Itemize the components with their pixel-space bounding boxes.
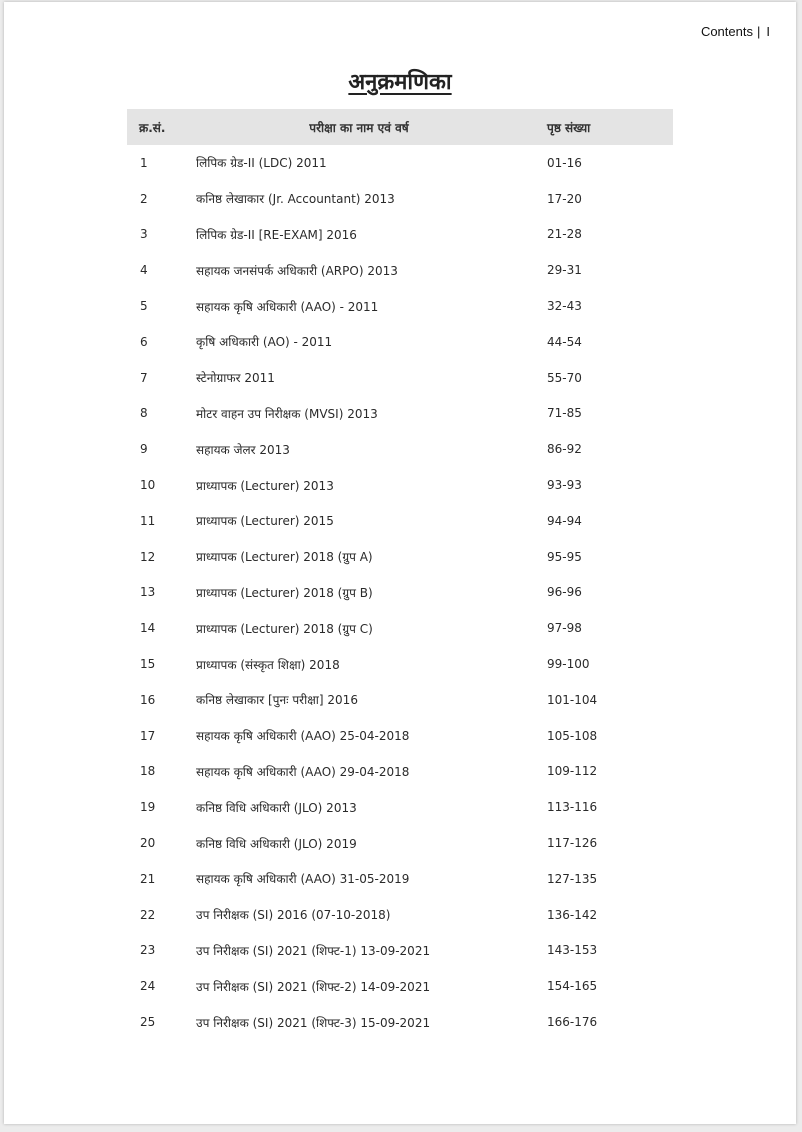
- row-serial-number: 1: [140, 155, 148, 170]
- row-page-range: 55-70: [547, 370, 582, 385]
- row-page-range: 136-142: [547, 907, 598, 922]
- row-page-range: 29-31: [547, 263, 582, 278]
- table-row: [127, 968, 673, 1004]
- table-row: [127, 575, 673, 611]
- row-page-range: 17-20: [547, 191, 582, 206]
- header-section-label: Contents: [700, 24, 753, 39]
- row-exam-name: कनिष्ठ विधि अधिकारी (JLO) 2019: [196, 836, 357, 851]
- row-serial-number: 23: [140, 943, 156, 958]
- row-serial-number: 7: [140, 370, 148, 385]
- table-row: [127, 718, 673, 754]
- row-page-range: 117-126: [547, 836, 598, 851]
- table-row: [127, 610, 673, 646]
- row-page-range: 109-112: [547, 764, 598, 779]
- row-page-range: 166-176: [547, 1015, 598, 1030]
- row-page-range: 71-85: [547, 406, 582, 421]
- column-header-exam-name: परीक्षा का नाम एवं वर्ष: [309, 120, 409, 135]
- table-row: [127, 503, 673, 539]
- row-serial-number: 20: [140, 836, 156, 851]
- row-exam-name: प्राध्यापक (Lecturer) 2018 (ग्रुप C): [196, 621, 373, 636]
- row-exam-name: सहायक कृषि अधिकारी (AAO) 31-05-2019: [196, 872, 410, 887]
- table-row: [127, 789, 673, 825]
- row-exam-name: सहायक कृषि अधिकारी (AAO) 25-04-2018: [196, 729, 410, 744]
- row-serial-number: 9: [140, 442, 148, 457]
- row-exam-name: प्राध्यापक (Lecturer) 2015: [196, 514, 334, 529]
- row-page-range: 32-43: [547, 299, 582, 314]
- row-page-range: 105-108: [547, 728, 598, 743]
- table-row: [127, 539, 673, 575]
- row-exam-name: मोटर वाहन उप निरीक्षक (MVSI) 2013: [196, 406, 378, 421]
- row-exam-name: उप निरीक्षक (SI) 2016 (07-10-2018): [196, 908, 391, 923]
- row-serial-number: 4: [140, 263, 148, 278]
- row-serial-number: 24: [140, 979, 156, 994]
- row-exam-name: उप निरीक्षक (SI) 2021 (शिफ्ट-1) 13-09-2021: [196, 943, 431, 958]
- row-exam-name: स्टेनोग्राफर 2011: [196, 371, 275, 386]
- row-exam-name: सहायक कृषि अधिकारी (AAO) - 2011: [196, 299, 379, 314]
- table-row: [127, 646, 673, 682]
- table-row: [127, 396, 673, 432]
- row-page-range: 95-95: [547, 549, 582, 564]
- table-row: [127, 933, 673, 969]
- table-row: [127, 682, 673, 718]
- table-body: [127, 145, 673, 1040]
- row-page-range: 44-54: [547, 334, 582, 349]
- row-page-range: 113-116: [547, 800, 598, 815]
- row-page-range: 21-28: [547, 227, 582, 242]
- row-exam-name: सहायक जेलर 2013: [196, 442, 290, 457]
- row-exam-name: सहायक कृषि अधिकारी (AAO) 29-04-2018: [196, 764, 410, 779]
- row-serial-number: 16: [140, 692, 156, 707]
- running-header: [701, 24, 770, 39]
- row-exam-name: प्राध्यापक (Lecturer) 2013: [196, 478, 334, 493]
- row-exam-name: कनिष्ठ लेखाकार (Jr. Accountant) 2013: [196, 192, 395, 207]
- row-serial-number: 13: [140, 585, 156, 600]
- row-exam-name: कनिष्ठ विधि अधिकारी (JLO) 2013: [196, 800, 357, 815]
- row-page-range: 86-92: [547, 442, 582, 457]
- row-serial-number: 8: [140, 406, 148, 421]
- row-page-range: 01-16: [547, 155, 582, 170]
- row-serial-number: 3: [140, 227, 148, 242]
- row-exam-name: लिपिक ग्रेड-II [RE-EXAM] 2016: [196, 227, 357, 242]
- row-page-range: 127-135: [547, 871, 598, 886]
- row-serial-number: 18: [140, 764, 156, 779]
- row-serial-number: 2: [140, 191, 148, 206]
- row-exam-name: सहायक जनसंपर्क अधिकारी (ARPO) 2013: [196, 263, 398, 278]
- row-exam-name: उप निरीक्षक (SI) 2021 (शिफ्ट-3) 15-09-2021: [196, 1015, 431, 1030]
- row-page-range: 154-165: [547, 979, 598, 994]
- table-row: [127, 252, 673, 288]
- row-serial-number: 5: [140, 299, 148, 314]
- table-row: [127, 324, 673, 360]
- row-exam-name: कनिष्ठ लेखाकार [पुनः परीक्षा] 2016: [196, 693, 358, 708]
- row-exam-name: उप निरीक्षक (SI) 2021 (शिफ्ट-2) 14-09-2021: [196, 979, 431, 994]
- row-page-range: 94-94: [547, 513, 582, 528]
- table-row: [127, 897, 673, 933]
- table-row: [127, 754, 673, 790]
- table-row: [127, 145, 673, 181]
- row-serial-number: 11: [140, 513, 156, 528]
- row-serial-number: 14: [140, 621, 156, 636]
- row-exam-name: प्राध्यापक (Lecturer) 2018 (ग्रुप A): [196, 550, 373, 565]
- row-serial-number: 10: [140, 478, 156, 493]
- table-row: [127, 360, 673, 396]
- table-row: [127, 288, 673, 324]
- row-exam-name: कृषि अधिकारी (AO) - 2011: [196, 335, 333, 350]
- table-row: [127, 467, 673, 503]
- row-serial-number: 12: [140, 549, 156, 564]
- row-serial-number: 17: [140, 728, 156, 743]
- header-separator: |: [756, 24, 761, 39]
- table-header: [127, 109, 673, 145]
- column-header-serial: क्र.सं.: [139, 120, 166, 135]
- row-serial-number: 6: [140, 334, 148, 349]
- table-row: [127, 431, 673, 467]
- row-exam-name: लिपिक ग्रेड-II (LDC) 2011: [196, 156, 327, 171]
- row-serial-number: 22: [140, 907, 156, 922]
- row-page-range: 143-153: [547, 943, 598, 958]
- row-exam-name: प्राध्यापक (संस्कृत शिक्षा) 2018: [196, 657, 340, 672]
- table-row: [127, 217, 673, 253]
- row-serial-number: 19: [140, 800, 156, 815]
- row-page-range: 101-104: [547, 692, 598, 707]
- table-row: [127, 181, 673, 217]
- table-row: [127, 825, 673, 861]
- contents-table: [127, 109, 673, 1040]
- row-page-range: 96-96: [547, 585, 582, 600]
- table-row: [127, 861, 673, 897]
- row-page-range: 97-98: [547, 621, 582, 636]
- document-page: [4, 2, 796, 1124]
- column-header-page-range: पृष्ठ संख्या: [547, 120, 591, 135]
- row-page-range: 99-100: [547, 657, 590, 672]
- header-page-number: I: [766, 24, 770, 39]
- row-serial-number: 21: [140, 871, 156, 886]
- row-page-range: 93-93: [547, 478, 582, 493]
- table-row: [127, 1004, 673, 1040]
- page-title: अनुक्रमणिका: [348, 70, 452, 95]
- row-exam-name: प्राध्यापक (Lecturer) 2018 (ग्रुप B): [196, 585, 373, 600]
- row-serial-number: 15: [140, 657, 156, 672]
- row-serial-number: 25: [140, 1015, 156, 1030]
